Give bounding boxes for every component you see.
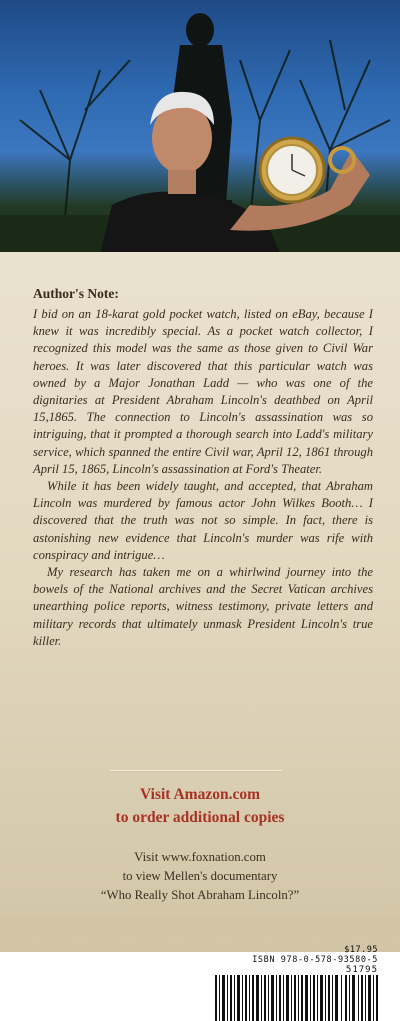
note-paragraph-2: While it has been widely taught, and accepted, that Abraham Lincoln was murdered by famous actor John Wilkes Booth… I discovered that the truth was not so simple. In fact, there is astonishing new evidence that Lincoln's murder was rife with conspiracy and intrigue… [33, 479, 373, 562]
price-code: 51795 [345, 965, 378, 975]
price-label: $17.95 [344, 945, 378, 955]
note-paragraph-1: I bid on an 18-karat gold pocket watch, listed on eBay, because I knew it was incredibly special. As a pocket watch collector, I recognized this model was the same as those given to Civil War heroes. It was later discovered that this particular watch was owned by a Major Jonathan Ladd — who was one of the dignitaries at President Abraham Lincoln's deathbed on April 15,1865. The connection to Lincoln's assassination was so intriguing, that it prompted a thorough search into Ladd's military service, which spanned the entire Civil war, April 12, 1861 through April 15, 1865, Lincoln's assassination at Ford's Theater. [33, 307, 373, 476]
documentary-title: “Who Really Shot Abraham Lincoln?” [100, 888, 300, 902]
barcode-icon [215, 975, 380, 1021]
photo-scene [0, 0, 400, 275]
author-note [33, 286, 373, 650]
note-paragraph-3: My research has taken me on a whirlwind journey into the bowels of the National archives and the Secret Vatican archives unearthing police reports, witness testimony, private letters and military records that ultimately unmask President Lincoln's true killer. [33, 565, 373, 648]
isbn-label: ISBN 978-0-578-93580-5 [252, 955, 378, 965]
divider [110, 770, 282, 771]
foxnation-link[interactable]: Visit www.foxnation.com [134, 850, 266, 864]
amazon-link[interactable]: Visit Amazon.com [140, 786, 260, 803]
torn-edge-bottom [0, 918, 400, 958]
documentary-text: to view Mellen's documentary [122, 869, 278, 883]
torn-edge-top [0, 252, 400, 278]
amazon-cta-subtext: to order additional copies [115, 809, 285, 826]
author-note-heading: Author's Note: [33, 286, 119, 301]
author-photo [0, 0, 400, 275]
